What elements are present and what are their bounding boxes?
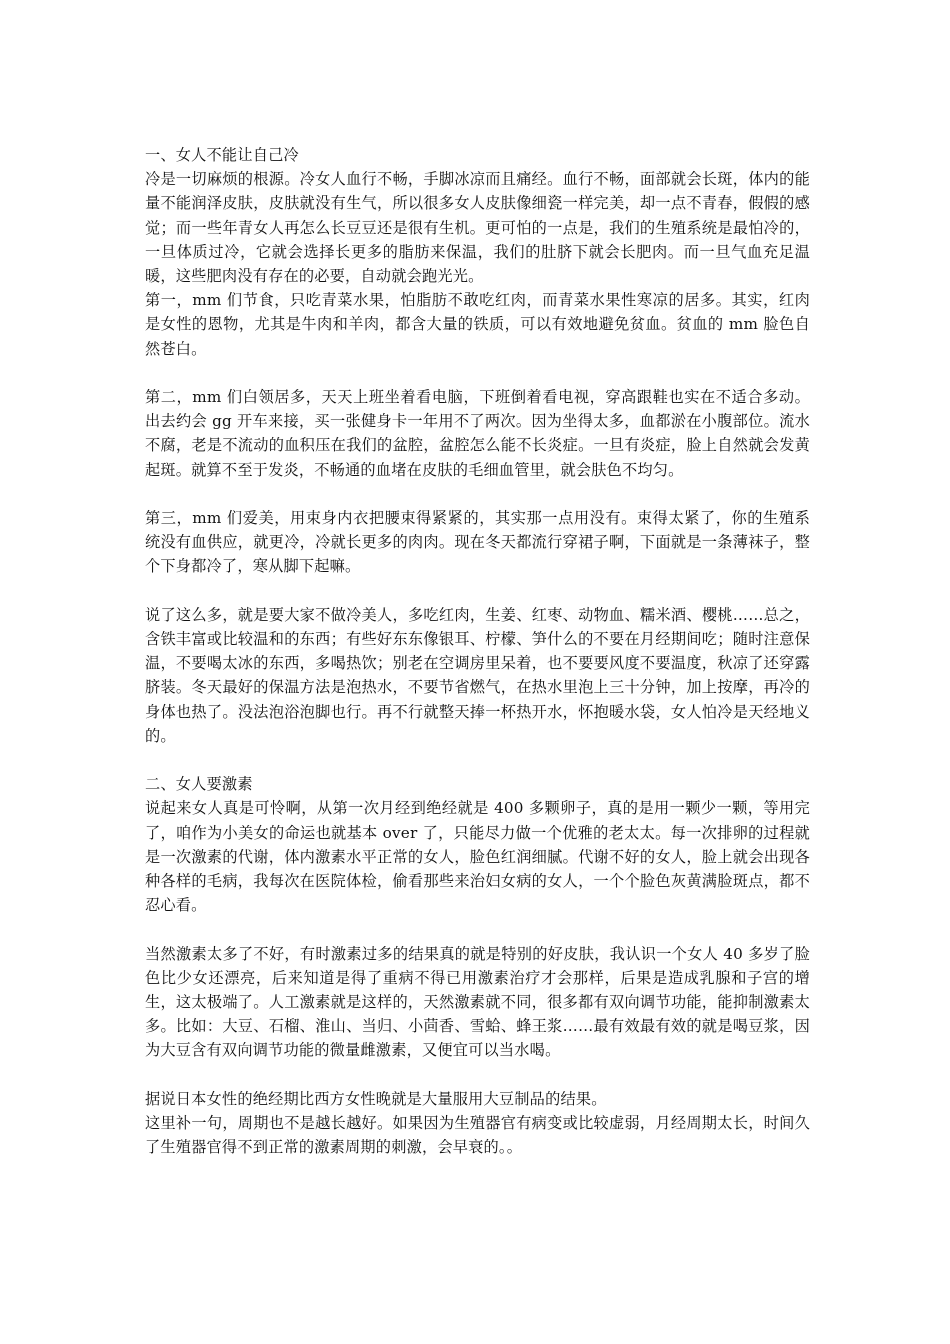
paragraph-spacer xyxy=(145,1063,810,1087)
section1-summary-paragraph: 说了这么多，就是要大家不做冷美人，多吃红肉，生姜、红枣、动物血、糯米酒、樱桃……总之，含铁丰富或比较温和的东西；有些好东东像银耳、柠檬、笋什么的不要在月经期间吃；随时注意保温，不要喝太冰的东西，多喝热饮；别老在空调房里呆着，也不要要风度不要温度，秋凉了还穿露脐装。冬天最好的保温方法是泡热水，不要节省燃气，在热水里泡上三十分钟，加上按摩，再冷的身体也热了。没法泡浴泡脚也行。再不行就整天捧一杯热开水，怀抱暖水袋，女人怕冷是天经地义的。 xyxy=(145,605,810,745)
section1-intro-paragraph: 冷是一切麻烦的根源。冷女人血行不畅，手脚冰凉而且痛经。血行不畅，面部就会长斑，体内的能量不能润泽皮肤，皮肤就没有生气，所以很多女人皮肤像细瓷一样完美，却一点不青春，假假的感觉；而一些年青女人再怎么长豆豆还是很有生机。更可怕的一点是，我们的生殖系统是最怕冷的，一旦体质过冷，它就会选择长更多的脂肪来保温，我们的肚脐下就会长肥肉。而一旦气血充足温暖，这些肥肉没有存在的必要，自动就会跑光光。 xyxy=(145,170,810,286)
section1-point2-paragraph: 第二，mm 们白领居多，天天上班坐着看电脑，下班倒着看电视，穿高跟鞋也实在不适合多动。出去约会 gg 开车来接，买一张健身卡一年用不了两次。因为坐得太多，血都淤在小腹部位。流水不腐，老是不流动的血积压在我们的盆腔，盆腔怎么能不长炎症。一旦有炎症，脸上自然就会发黄起斑。就算不至于发炎，不畅通的血堵在皮肤的毛细血管里，就会肤色不均匀。 xyxy=(145,388,810,479)
section2-paragraph-3: 据说日本女性的绝经期比西方女性晚就是大量服用大豆制品的结果。 xyxy=(145,1089,607,1108)
section2-paragraph-2: 当然激素太多了不好，有时激素过多的结果真的就是特别的好皮肤，我认识一个女人 40 多岁了脸色比少女还漂亮，后来知道是得了重病不得已用激素治疗才会那样，后果是造成乳腺和子宫的增生，这太极端了。人工激素就是这样的，天然激素就不同，很多都有双向调节功能，能抑制激素太多。比如：大豆、石榴、淮山、当归、小茴香、雪蛤、蜂王浆……最有效最有效的就是喝豆浆，因为大豆含有双向调节功能的微量雌激素，又便宜可以当水喝。 xyxy=(145,944,810,1060)
document-page xyxy=(145,143,810,1159)
section2-paragraph-4: 这里补一句，周期也不是越长越好。如果因为生殖器官有病变或比较虚弱，月经周期太长，时间久了生殖器官得不到正常的激素周期的刺激，会早衰的。。 xyxy=(145,1114,810,1157)
section-heading-2: 二、女人要激素 xyxy=(145,775,253,794)
paragraph-spacer xyxy=(145,579,810,603)
section2-intro-paragraph: 说起来女人真是可怜啊，从第一次月经到绝经就是 400 多颗卵子，真的是用一颗少一颗，等用完了，咱作为小美女的命运也就基本 over 了，只能尽力做一个优雅的老太太。每一次排卵的过程就是一次激素的代谢，体内激素水平正常的女人，脸色红润细腻。代谢不好的女人，脸上就会出现各种各样的毛病，我每次在医院体检，偷看那些来治妇女病的女人，一个个脸色灰黄满脸斑点，都不忍心看。 xyxy=(145,799,810,915)
section1-point1-paragraph: 第一，mm 们节食，只吃青菜水果，怕脂肪不敢吃红肉，而青菜水果性寒凉的居多。其实，红肉是女性的恩物，尤其是牛肉和羊肉，都含大量的铁质，可以有效地避免贫血。贫血的 mm 脸色自然苍白。 xyxy=(145,291,810,358)
section-heading-1: 一、女人不能让自己冷 xyxy=(145,146,299,164)
paragraph-spacer xyxy=(145,482,810,506)
paragraph-spacer xyxy=(145,748,810,772)
paragraph-spacer xyxy=(145,361,810,385)
paragraph-spacer xyxy=(145,917,810,941)
section1-point3-paragraph: 第三，mm 们爱美，用束身内衣把腰束得紧紧的，其实那一点用没有。束得太紧了，你的生殖系统没有血供应，就更冷，冷就长更多的肉肉。现在冬天都流行穿裙子啊，下面就是一条薄袜子，整个下身都冷了，寒从脚下起嘛。 xyxy=(145,509,810,576)
